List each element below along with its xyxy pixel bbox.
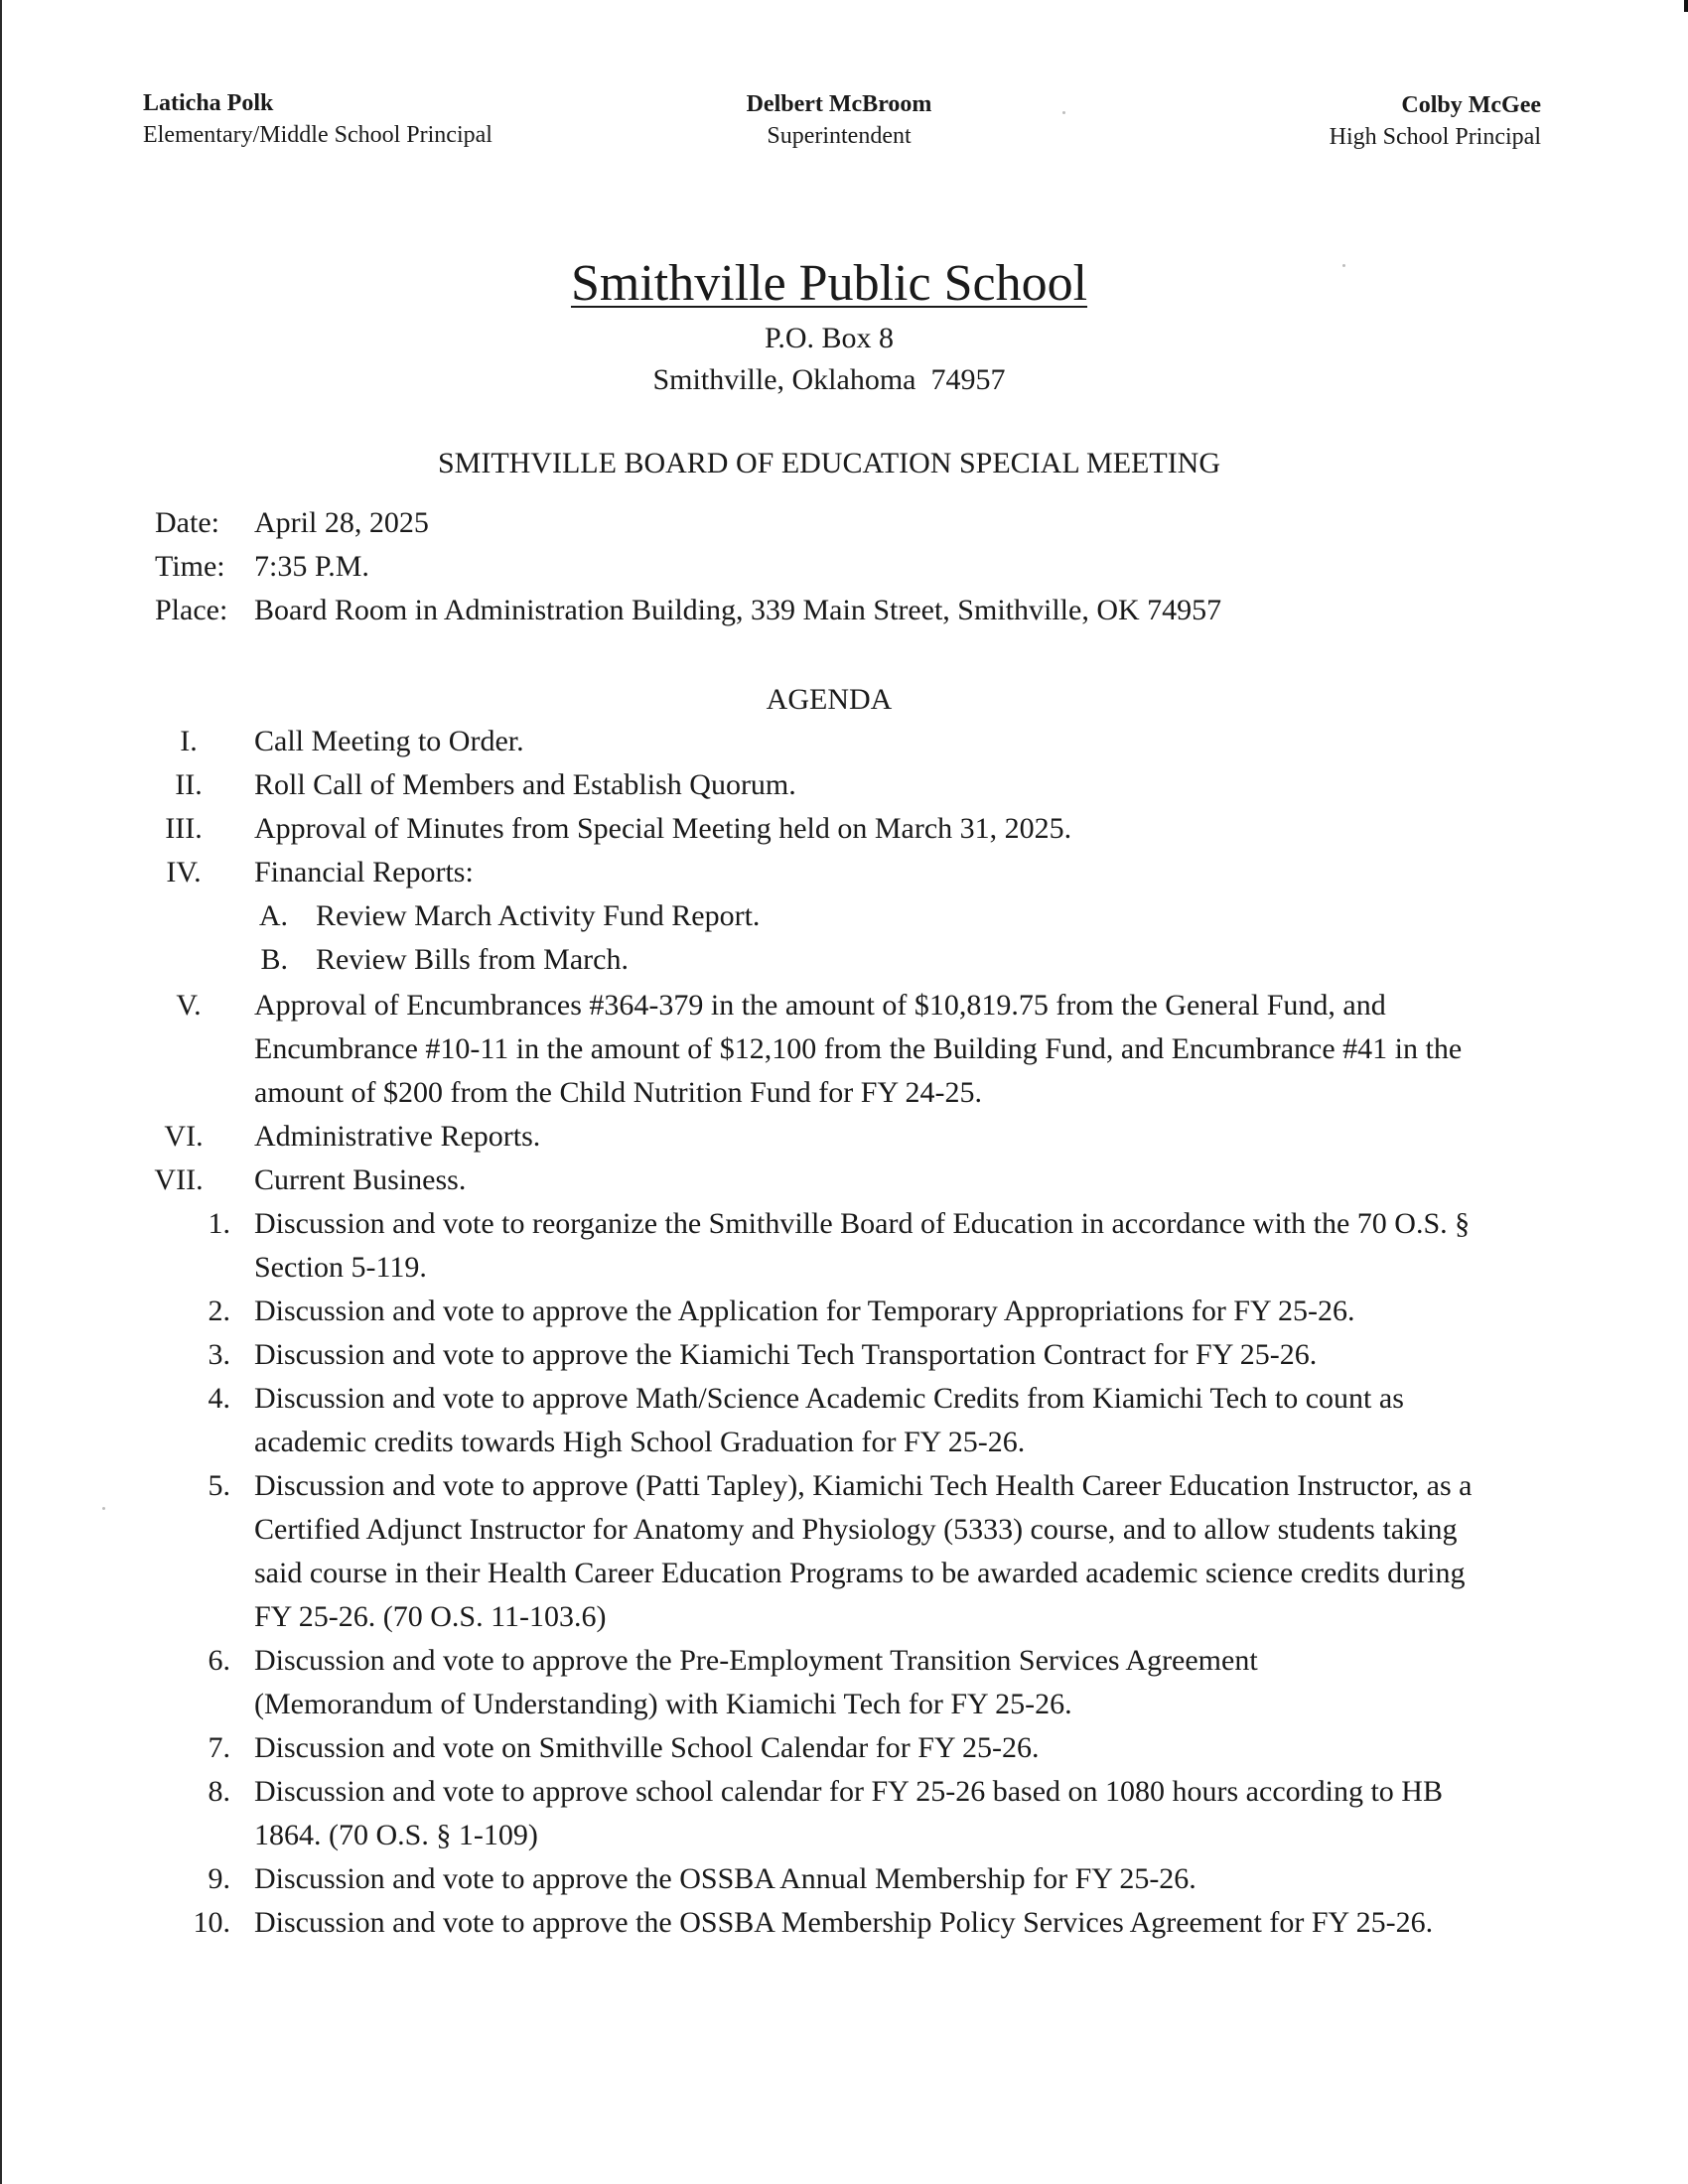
business-item-text: Discussion and vote to reorganize the Smithville Board of Education in accordance with the 70 O.S. § Section 5-119. xyxy=(254,1207,1471,1284)
school-name xyxy=(0,252,1658,316)
business-item-number: 5. xyxy=(208,1469,230,1502)
scan-edge-right xyxy=(1684,0,1688,12)
business-item-text: Discussion and vote to approve the OSSBA Annual Membership for FY 25-26. xyxy=(254,1862,1196,1895)
business-item-text: Discussion and vote on Smithville School Calendar for FY 25-26. xyxy=(254,1731,1040,1764)
business-item-text: Discussion and vote to approve (Patti Tapley), Kiamichi Tech Health Career Education Instructor, as a Certified Adjunct Instructor for Anatomy and Physiology (5333) course, and to allow students taking said course in their Health Career Education Programs to be awarded academic science credits during FY 25-26. (70 O.S. 11-103.6) xyxy=(254,1469,1473,1633)
business-item-text: Discussion and vote to approve school calendar for FY 25-26 based on 1080 hours according to HB 1864. (70 O.S. § 1-109) xyxy=(254,1775,1443,1851)
school-address-line2: Smithville, Oklahoma 74957 xyxy=(652,363,1006,396)
date-label: Date: xyxy=(155,506,219,539)
business-item-text: Discussion and vote to approve the Application for Temporary Appropriations for FY 25-26. xyxy=(254,1295,1355,1327)
business-item-number: 9. xyxy=(208,1862,230,1895)
agenda-item-text: Current Business. xyxy=(254,1163,467,1196)
agenda-item-text: Approval of Encumbrances #364-379 in the amount of $10,819.75 from the General Fund, and Encumbrance #10-11 in the amount of $12,100 from the Building Fund, and Encumbrance #41 in the amount of $200 from the Child Nutrition Fund for FY 24-25. xyxy=(254,989,1463,1109)
principal-high-name: Colby McGee xyxy=(1401,92,1541,118)
financial-subitem-text: Review Bills from March. xyxy=(316,943,629,976)
business-item-number: 10. xyxy=(193,1906,230,1939)
agenda-item-number: III. xyxy=(165,812,203,845)
time-label: Time: xyxy=(155,550,225,583)
financial-subitem-letter: A. xyxy=(258,899,288,932)
business-item-number: 6. xyxy=(208,1644,230,1677)
school-address-line1: P.O. Box 8 xyxy=(764,322,895,354)
business-item-number: 3. xyxy=(208,1338,230,1371)
agenda-item-number: VI. xyxy=(164,1120,204,1153)
time-value: 7:35 P.M. xyxy=(254,550,369,583)
business-item-number: 2. xyxy=(208,1295,230,1327)
business-item-text: Discussion and vote to approve Math/Science Academic Credits from Kiamichi Tech to count as academic credits towards High School Graduation for FY 25-26. xyxy=(254,1382,1404,1458)
meeting-time xyxy=(155,547,369,587)
agenda-item-text: Roll Call of Members and Establish Quorum. xyxy=(254,768,796,801)
agenda-item-number: IV. xyxy=(166,856,202,888)
principal-elementary-name: Laticha Polk xyxy=(143,90,274,116)
agenda-item-text: Administrative Reports. xyxy=(254,1120,541,1153)
meeting-title: SMITHVILLE BOARD OF EDUCATION SPECIAL MEETING xyxy=(437,447,1221,479)
agenda-item-text: Call Meeting to Order. xyxy=(254,725,524,757)
principal-high-title: High School Principal xyxy=(1329,124,1541,150)
financial-subitem-text: Review March Activity Fund Report. xyxy=(316,899,761,932)
scan-speck xyxy=(1062,111,1065,114)
header-center-official xyxy=(695,88,983,152)
header-left-official xyxy=(143,87,492,151)
business-item-text: Discussion and vote to approve the OSSBA Membership Policy Services Agreement for FY 25-26. xyxy=(254,1906,1434,1939)
agenda-item-number: V. xyxy=(176,989,202,1022)
agenda-item-text: Financial Reports: xyxy=(254,856,474,888)
business-item-number: 8. xyxy=(208,1775,230,1808)
school-name-text: Smithville Public School xyxy=(570,255,1088,312)
financial-subitem-letter: B. xyxy=(260,943,288,976)
agenda-item-number: II. xyxy=(175,768,203,801)
date-value: April 28, 2025 xyxy=(254,506,429,539)
agenda-item-number: I. xyxy=(180,725,198,757)
business-item-number: 1. xyxy=(208,1207,230,1240)
agenda-heading: AGENDA xyxy=(766,683,893,716)
header-right-official xyxy=(1330,89,1541,153)
scan-speck xyxy=(102,1507,105,1510)
place-value: Board Room in Administration Building, 339 Main Street, Smithville, OK 74957 xyxy=(254,594,1222,626)
agenda-item-number: VII. xyxy=(154,1163,204,1196)
superintendent-title: Superintendent xyxy=(767,123,912,149)
superintendent-name: Delbert McBroom xyxy=(746,91,932,117)
meeting-place xyxy=(155,591,1221,630)
meeting-date xyxy=(155,503,429,543)
business-item-text: Discussion and vote to approve the Kiamichi Tech Transportation Contract for FY 25-26. xyxy=(254,1338,1318,1371)
place-label: Place: xyxy=(155,594,228,626)
business-item-text: Discussion and vote to approve the Pre-Employment Transition Services Agreement (Memorandum of Understanding) with Kiamichi Tech for FY 25-26. xyxy=(254,1644,1258,1720)
business-item-number: 4. xyxy=(208,1382,230,1415)
business-item-number: 7. xyxy=(208,1731,230,1764)
principal-elementary-title: Elementary/Middle School Principal xyxy=(143,122,492,148)
agenda-item-text: Approval of Minutes from Special Meeting held on March 31, 2025. xyxy=(254,812,1072,845)
